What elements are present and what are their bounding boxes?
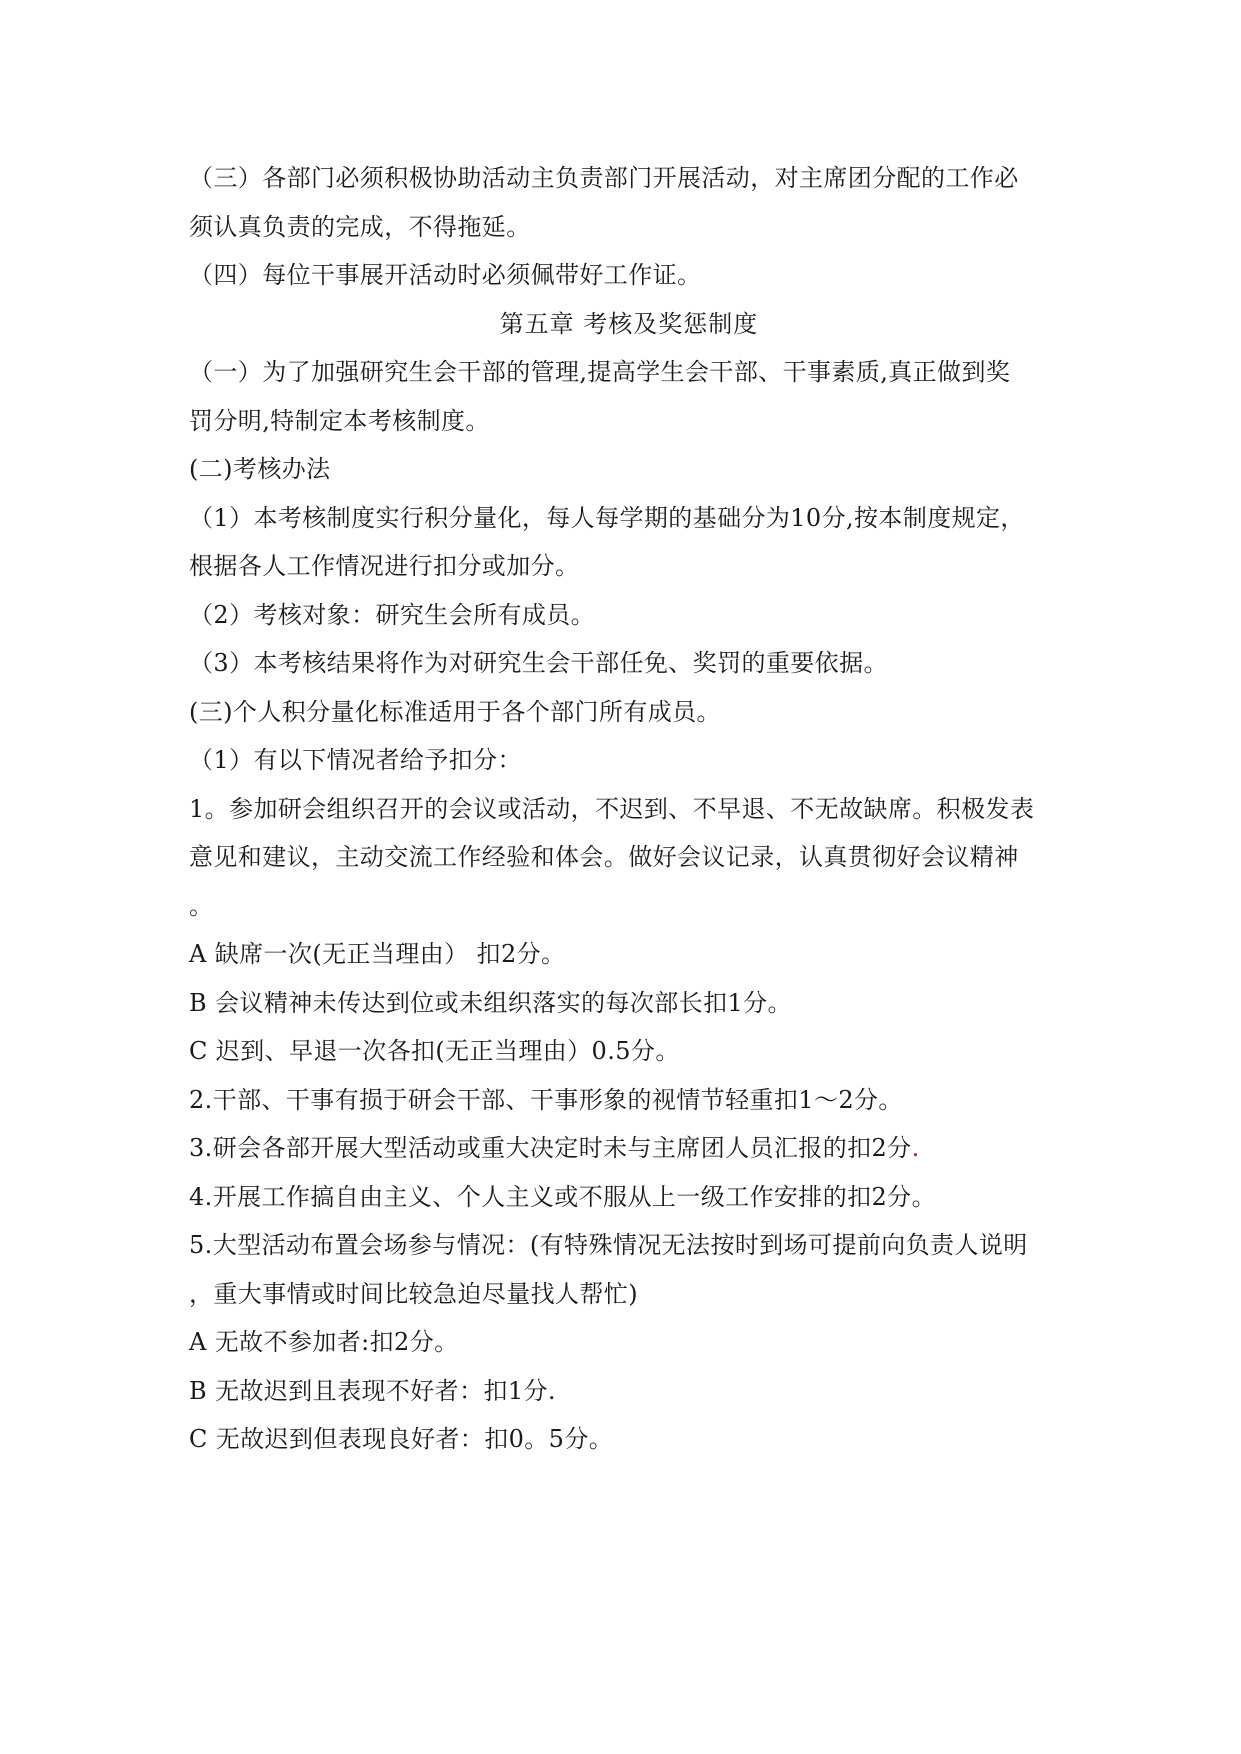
paragraph-line: （1）本考核制度实行积分量化，每人每学期的基础分为10分,按本制度规定， (189, 503, 1025, 532)
sub-item: B 会议精神未传达到位或未组织落实的每次部长扣1分。 (189, 988, 792, 1017)
paragraph-line: （一）为了加强研究生会干部的管理,提高学生会干部、干事素质,真正做到奖 (189, 358, 1011, 386)
chapter-heading: 第五章 考核及奖惩制度 (499, 309, 759, 338)
paragraph-line: （三）各部门必须积极协助活动主负责部门开展活动，对主席团分配的工作必 (189, 164, 1019, 192)
paragraph-line: （3）本考核结果将作为对研究生会干部任免、奖罚的重要依据。 (189, 649, 888, 677)
paragraph-line: （2）考核对象：研究生会所有成员。 (189, 600, 596, 629)
list-item (189, 1124, 1069, 1173)
list-item: ，重大事情或时间比较急迫尽量找人帮忙) (189, 1279, 638, 1308)
paragraph-line: 罚分明,特制定本考核制度。 (189, 406, 490, 435)
list-item: 意见和建议，主动交流工作经验和体会。做好会议记录，认真贯彻好会议精神 (189, 843, 1019, 871)
sub-item: C 无故迟到但表现良好者：扣0。5分。 (189, 1425, 614, 1453)
sub-item: C 迟到、早退一次各扣(无正当理由）0.5分。 (189, 1037, 680, 1065)
sub-item: A 缺席一次(无正当理由） 扣2分。 (189, 940, 566, 968)
paragraph-line: （四）每位干事展开活动时必须佩带好工作证。 (189, 261, 702, 289)
document-body (189, 154, 1069, 1464)
paragraph-line: 须认真负责的完成，不得拖延。 (189, 212, 531, 241)
paragraph-line: （1）有以下情况者给予扣分： (189, 746, 522, 774)
list-item: 4.开展工作搞自由主义、个人主义或不服从上一级工作安排的扣2分。 (189, 1182, 936, 1211)
list-item: 2.干部、干事有损于研会干部、干事形象的视情节轻重扣1～2分。 (189, 1085, 903, 1114)
list-item: 5.大型活动布置会场参与情况：(有特殊情况无法按时到场可提前向负责人说明 (189, 1231, 1028, 1259)
sub-item: B 无故迟到且表现不好者：扣1分. (189, 1376, 556, 1405)
red-period: . (911, 1134, 920, 1162)
sub-item: A 无故不参加者:扣2分。 (189, 1328, 459, 1356)
paragraph-line: 根据各人工作情况进行扣分或加分。 (189, 552, 580, 580)
list-item: 1。参加研会组织召开的会议或活动，不迟到、不早退、不无故缺席。积极发表 (189, 794, 1035, 823)
list-item-text: 3.研会各部开展大型活动或重大决定时未与主席团人员汇报的扣2分 (189, 1134, 912, 1162)
section-heading: (三)个人积分量化标准适用于各个部门所有成员。 (189, 697, 721, 726)
list-item: 。 (189, 891, 214, 920)
section-heading: (二)考核办法 (189, 455, 331, 483)
